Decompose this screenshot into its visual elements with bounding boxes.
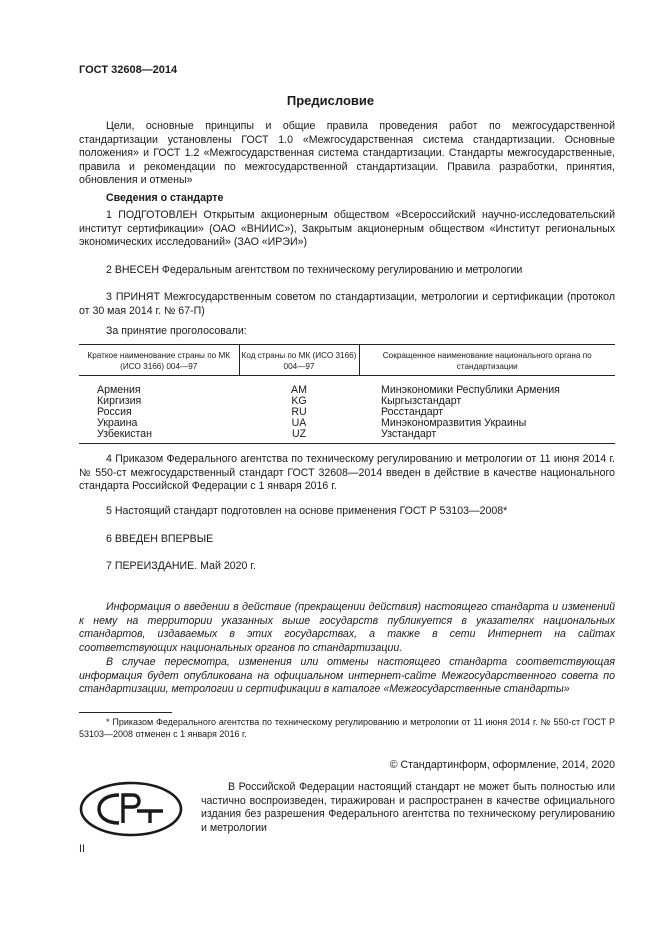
table-header-row [79, 345, 615, 376]
country-name: Узбекистан [79, 429, 239, 444]
country-code: UA [291, 417, 307, 429]
standards-body: Минэкономразвития Украины [381, 417, 527, 429]
table-row [79, 429, 615, 444]
item-2: 2 ВНЕСЕН Федеральным агентством по техническому регулированию и метрологии [106, 264, 523, 276]
country-name: Россия [97, 406, 132, 418]
item-7: 7 ПЕРЕИЗДАНИЕ. Май 2020 г. [106, 560, 256, 572]
intro-paragraph: Цели, основные принципы и общие правила проведения работ по межгосударственной стандартизации установлены ГОСТ 1.0 «Межгосударственная система стандартизации. Основные положения» и ГОСТ 1.2 «Межгосударственная система стандартизации. Стандарты межгосударственные, правила и рекомендации по межгосударственной стандартизации. Правила разработки, принятия, обновления и отмены» [79, 120, 615, 187]
table-row [79, 418, 615, 429]
table-header-cell: Сокращенное наименование национального органа по стандартизации [359, 345, 615, 376]
country-code: RU [291, 406, 307, 418]
table-row [79, 396, 615, 407]
country-name: Киргизия [97, 395, 142, 407]
item-6: 6 ВВЕДЕН ВПЕРВЫЕ [106, 533, 214, 545]
item-4: 4 Приказом Федерального агентства по техническому регулированию и метрологии от 11 июня 2014 г. № 550-ст межгосударственный стандарт ГОСТ 32608—2014 введен в действие в качестве национального стандарта Российской Федерации с 1 января 2016 г. [79, 453, 615, 493]
table-header-cell: Код страны по МК (ИСО 3166) 004—97 [239, 345, 359, 376]
item-1: 1 ПОДГОТОВЛЕН Открытым акционерным обществом «Всероссийский научно-исследовательский институт сертификации» (ОАО «ВНИИС»), Закрытым акционерным обществом «Институт региональных экономических исследований» (ЗАО «ИРЭИ») [79, 209, 615, 249]
page-title: Предисловие [286, 93, 375, 108]
country-code: AM [291, 384, 307, 396]
copyright: © Стандартинформ, оформление, 2014, 2020 [389, 759, 615, 771]
table-row [79, 407, 615, 418]
standards-body: Кыргызстандарт [381, 395, 462, 407]
standards-body: Минэкономики Республики Армения [381, 384, 560, 396]
note-revision-info: В случае пересмотра, изменения или отмены настоящего стандарта соответствующая информация будет опубликована на официальном интернет-сайте Межгосударственного совета по стандартизации, метрологии и сертификации в каталоге «Межгосударственные стандарты» [79, 656, 615, 696]
item-3: 3 ПРИНЯТ Межгосударственным советом по стандартизации, метрологии и сертификации (протокол от 30 мая 2014 г. № 67-П) [79, 291, 615, 317]
standards-body: Узстандарт [359, 429, 615, 444]
note-publication-info: Информация о введении в действие (прекращении действия) настоящего стандарта и изменений к нему на территории указанных выше государств публикуется в указателях национальных стандартов, издаваемых в этих государствах, а также в сети Интернет на сайтах соответствующих национальных органов по стандартизации. [79, 601, 615, 654]
table-row [79, 376, 615, 397]
country-code: UZ [239, 429, 359, 444]
countries-table [79, 344, 615, 444]
info-heading: Сведения о стандарте [106, 192, 224, 204]
standards-body: Росстандарт [381, 406, 444, 418]
page-number: II [79, 843, 85, 855]
copyright-notice: В Российской Федерации настоящий стандарт не может быть полностью или частично воспроизведен, тиражирован и распространен в качестве официального издания без разрешения Федерального агентства по техническому регулированию и метрологии [201, 781, 615, 834]
document-code: ГОСТ 32608—2014 [79, 64, 178, 76]
footnote: * Приказом Федерального агентства по техническому регулированию и метрологии от 11 июня 2014 г. № 550-ст ГОСТ Р 53103—2008 отменен с 1 января 2016 г. [79, 717, 615, 739]
footnote-divider [79, 712, 172, 713]
rst-logo [79, 781, 183, 840]
table-header-cell: Краткое наименование страны по МК (ИСО 3166) 004—97 [79, 345, 239, 376]
country-name: Украина [97, 417, 138, 429]
country-name: Армения [97, 384, 141, 396]
country-code: KG [291, 395, 307, 407]
voted-label: За принятие проголосовали: [106, 325, 247, 337]
item-5: 5 Настоящий стандарт подготовлен на основе применения ГОСТ Р 53103—2008* [106, 505, 508, 517]
